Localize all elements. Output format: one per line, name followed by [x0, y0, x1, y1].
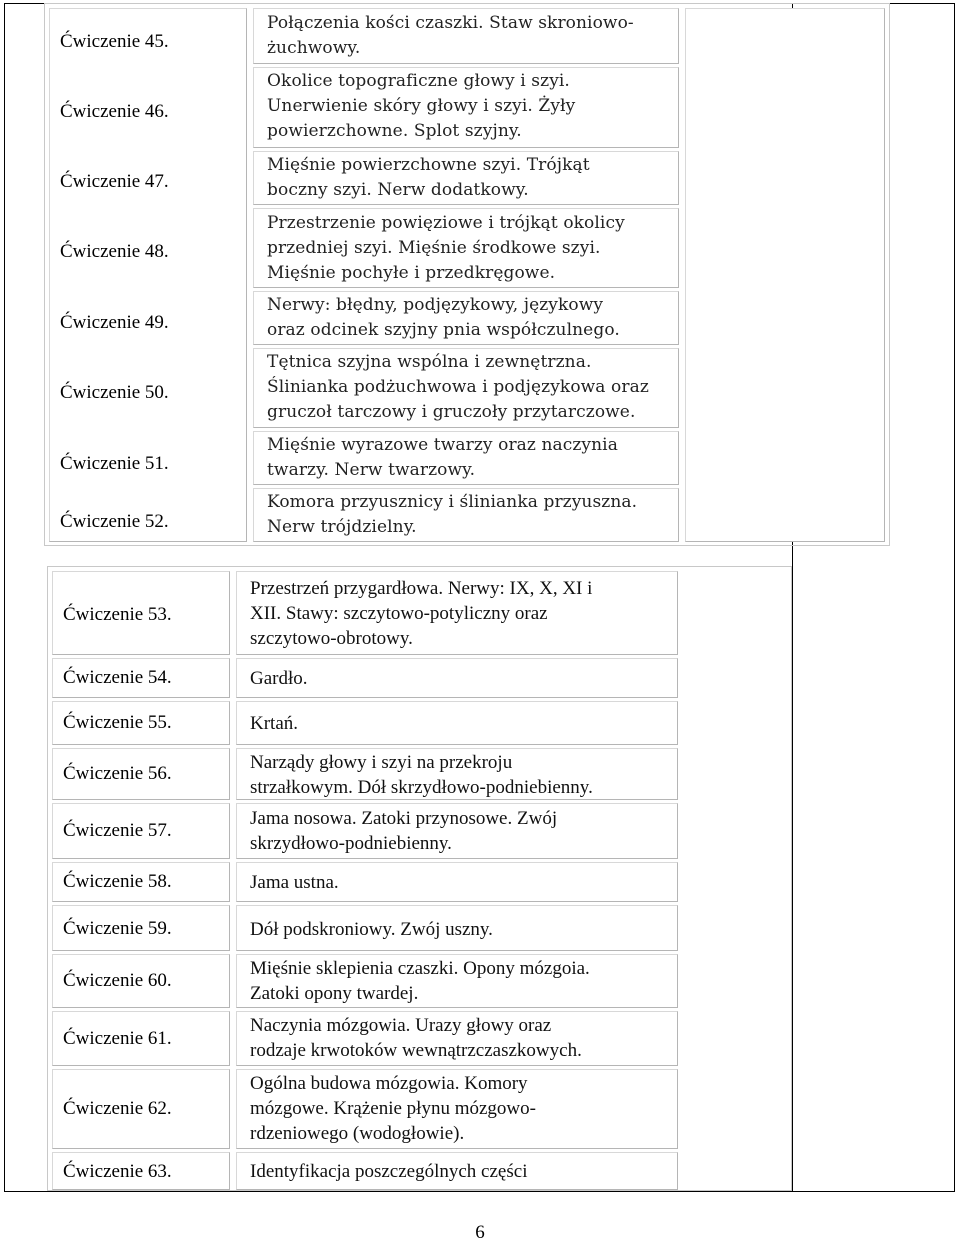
table2-desc-cell — [236, 1011, 678, 1066]
table2-desc-cell — [236, 571, 678, 655]
table1-desc-cell — [253, 8, 679, 64]
exercise-label: Ćwiczenie 46. — [60, 101, 169, 122]
desc-line: powierzchowne. Splot szyjny. — [267, 121, 522, 141]
table1-desc-cell — [253, 151, 679, 205]
desc-line: Połączenia kości czaszki. Staw skroniowo- — [267, 13, 634, 33]
exercise-label: Ćwiczenie 49. — [60, 312, 169, 333]
frame-line-left — [4, 3, 5, 1192]
desc-line: Dół podskroniowy. Zwój uszny. — [250, 919, 493, 940]
table2-label-cell — [52, 748, 230, 800]
exercise-label: Ćwiczenie 58. — [63, 871, 172, 892]
table1-desc-cell — [253, 67, 679, 148]
desc-line: strzałkowym. Dół skrzydłowo-podniebienny. — [250, 777, 593, 798]
frame-line-right — [954, 3, 955, 1192]
table1-label-column — [49, 8, 247, 542]
table2-desc-cell — [236, 748, 678, 800]
exercise-label: Ćwiczenie 55. — [63, 712, 172, 733]
desc-line: mózgowe. Krążenie płynu mózgowo- — [250, 1098, 536, 1119]
desc-line: Nerwy: błędny, podjęzykowy, językowy — [267, 295, 604, 315]
desc-line: Mięśnie powierzchowne szyi. Trójkąt — [267, 155, 590, 175]
desc-line: rdzeniowego (wodogłowie). — [250, 1123, 465, 1144]
table2-label-cell — [52, 701, 230, 745]
desc-line: Przestrzenie powięziowe i trójkąt okolicy — [267, 213, 625, 233]
exercise-table-2 — [47, 566, 792, 1191]
desc-line: Przestrzeń przygardłowa. Nerwy: IX, X, XI i — [250, 578, 593, 599]
exercise-label: Ćwiczenie 57. — [63, 820, 172, 841]
desc-line: boczny szyi. Nerw dodatkowy. — [267, 180, 529, 200]
table2-desc-cell — [236, 862, 678, 902]
desc-line: Tętnica szyjna wspólna i zewnętrzna. — [267, 352, 592, 372]
desc-line: Zatoki opony twardej. — [250, 983, 419, 1004]
exercise-label: Ćwiczenie 48. — [60, 241, 169, 262]
desc-line: Mięśnie pochyłe i przedkręgowe. — [267, 263, 556, 283]
desc-line: Ogólna budowa mózgowia. Komory — [250, 1073, 528, 1094]
desc-line: przedniej szyi. Mięśnie środkowe szyi. — [267, 238, 601, 258]
desc-line: oraz odcinek szyjny pnia współczulnego. — [267, 320, 620, 340]
desc-line: Jama ustna. — [250, 872, 339, 893]
table2-desc-cell — [236, 1152, 678, 1190]
table2-label-cell — [52, 571, 230, 655]
table1-desc-cell — [253, 348, 679, 428]
table2-desc-cell — [236, 803, 678, 859]
exercise-label: Ćwiczenie 61. — [63, 1028, 172, 1049]
table2-label-cell — [52, 954, 230, 1008]
table2-desc-cell — [236, 954, 678, 1008]
frame-line-bottom — [4, 1191, 955, 1192]
desc-line: XII. Stawy: szczytowo-potyliczny oraz — [250, 603, 548, 624]
desc-line: Unerwienie skóry głowy i szyi. Żyły — [267, 96, 576, 116]
exercise-label: Ćwiczenie 50. — [60, 382, 169, 403]
desc-line: rodzaje krwotoków wewnątrzczaszkowych. — [250, 1040, 582, 1061]
page-number: 6 — [475, 1222, 485, 1243]
desc-line: skrzydłowo-podniebienny. — [250, 833, 452, 854]
desc-line: Mięśnie sklepienia czaszki. Opony mózgoia. — [250, 958, 590, 979]
desc-line: Naczynia mózgowia. Urazy głowy oraz — [250, 1015, 552, 1036]
desc-line: Jama nosowa. Zatoki przynosowe. Zwój — [250, 808, 558, 829]
table1-desc-cell — [253, 488, 679, 542]
desc-line: Ślinianka podżuchwowa i podjęzykowa oraz — [267, 377, 649, 397]
desc-line: Narządy głowy i szyi na przekroju — [250, 752, 513, 773]
desc-line: Identyfikacja poszczególnych części — [250, 1161, 528, 1182]
exercise-label: Ćwiczenie 52. — [60, 511, 169, 532]
table2-desc-cell — [236, 905, 678, 951]
table1-desc-cell — [253, 291, 679, 345]
exercise-label: Ćwiczenie 60. — [63, 970, 172, 991]
exercise-label: Ćwiczenie 54. — [63, 667, 172, 688]
desc-line: gruczoł tarczowy i gruczoły przytarczowe. — [267, 402, 636, 422]
table1-empty-cell — [685, 8, 885, 542]
desc-line: Gardło. — [250, 668, 308, 689]
table2-desc-cell — [236, 701, 678, 745]
desc-line: Komora przyusznicy i ślinianka przyuszna. — [267, 492, 638, 512]
exercise-label: Ćwiczenie 53. — [63, 604, 172, 625]
exercise-table-1 — [44, 3, 890, 546]
exercise-label: Ćwiczenie 56. — [63, 763, 172, 784]
desc-line: Okolice topograficzne głowy i szyi. — [267, 71, 570, 91]
exercise-label: Ćwiczenie 63. — [63, 1161, 172, 1182]
desc-line: Krtań. — [250, 713, 299, 734]
table2-label-cell — [52, 1011, 230, 1066]
desc-line: twarzy. Nerw twarzowy. — [267, 460, 476, 480]
table2-label-cell — [52, 803, 230, 859]
table2-label-cell — [52, 1069, 230, 1149]
table1-desc-cell — [253, 431, 679, 485]
desc-line: Nerw trójdzielny. — [267, 517, 417, 537]
desc-line: żuchwowy. — [267, 38, 361, 58]
exercise-label: Ćwiczenie 59. — [63, 918, 172, 939]
table2-label-cell — [52, 905, 230, 951]
desc-line: Mięśnie wyrazowe twarzy oraz naczynia — [267, 435, 618, 455]
table2-label-cell — [52, 862, 230, 902]
exercise-label: Ćwiczenie 62. — [63, 1098, 172, 1119]
table2-label-cell — [52, 1152, 230, 1190]
table2-desc-cell — [236, 1069, 678, 1149]
exercise-label: Ćwiczenie 47. — [60, 171, 169, 192]
exercise-label: Ćwiczenie 45. — [60, 31, 169, 52]
table2-desc-cell — [236, 658, 678, 698]
exercise-label: Ćwiczenie 51. — [60, 453, 169, 474]
table1-desc-cell — [253, 208, 679, 288]
table2-label-cell — [52, 658, 230, 698]
desc-line: szczytowo-obrotowy. — [250, 628, 413, 649]
